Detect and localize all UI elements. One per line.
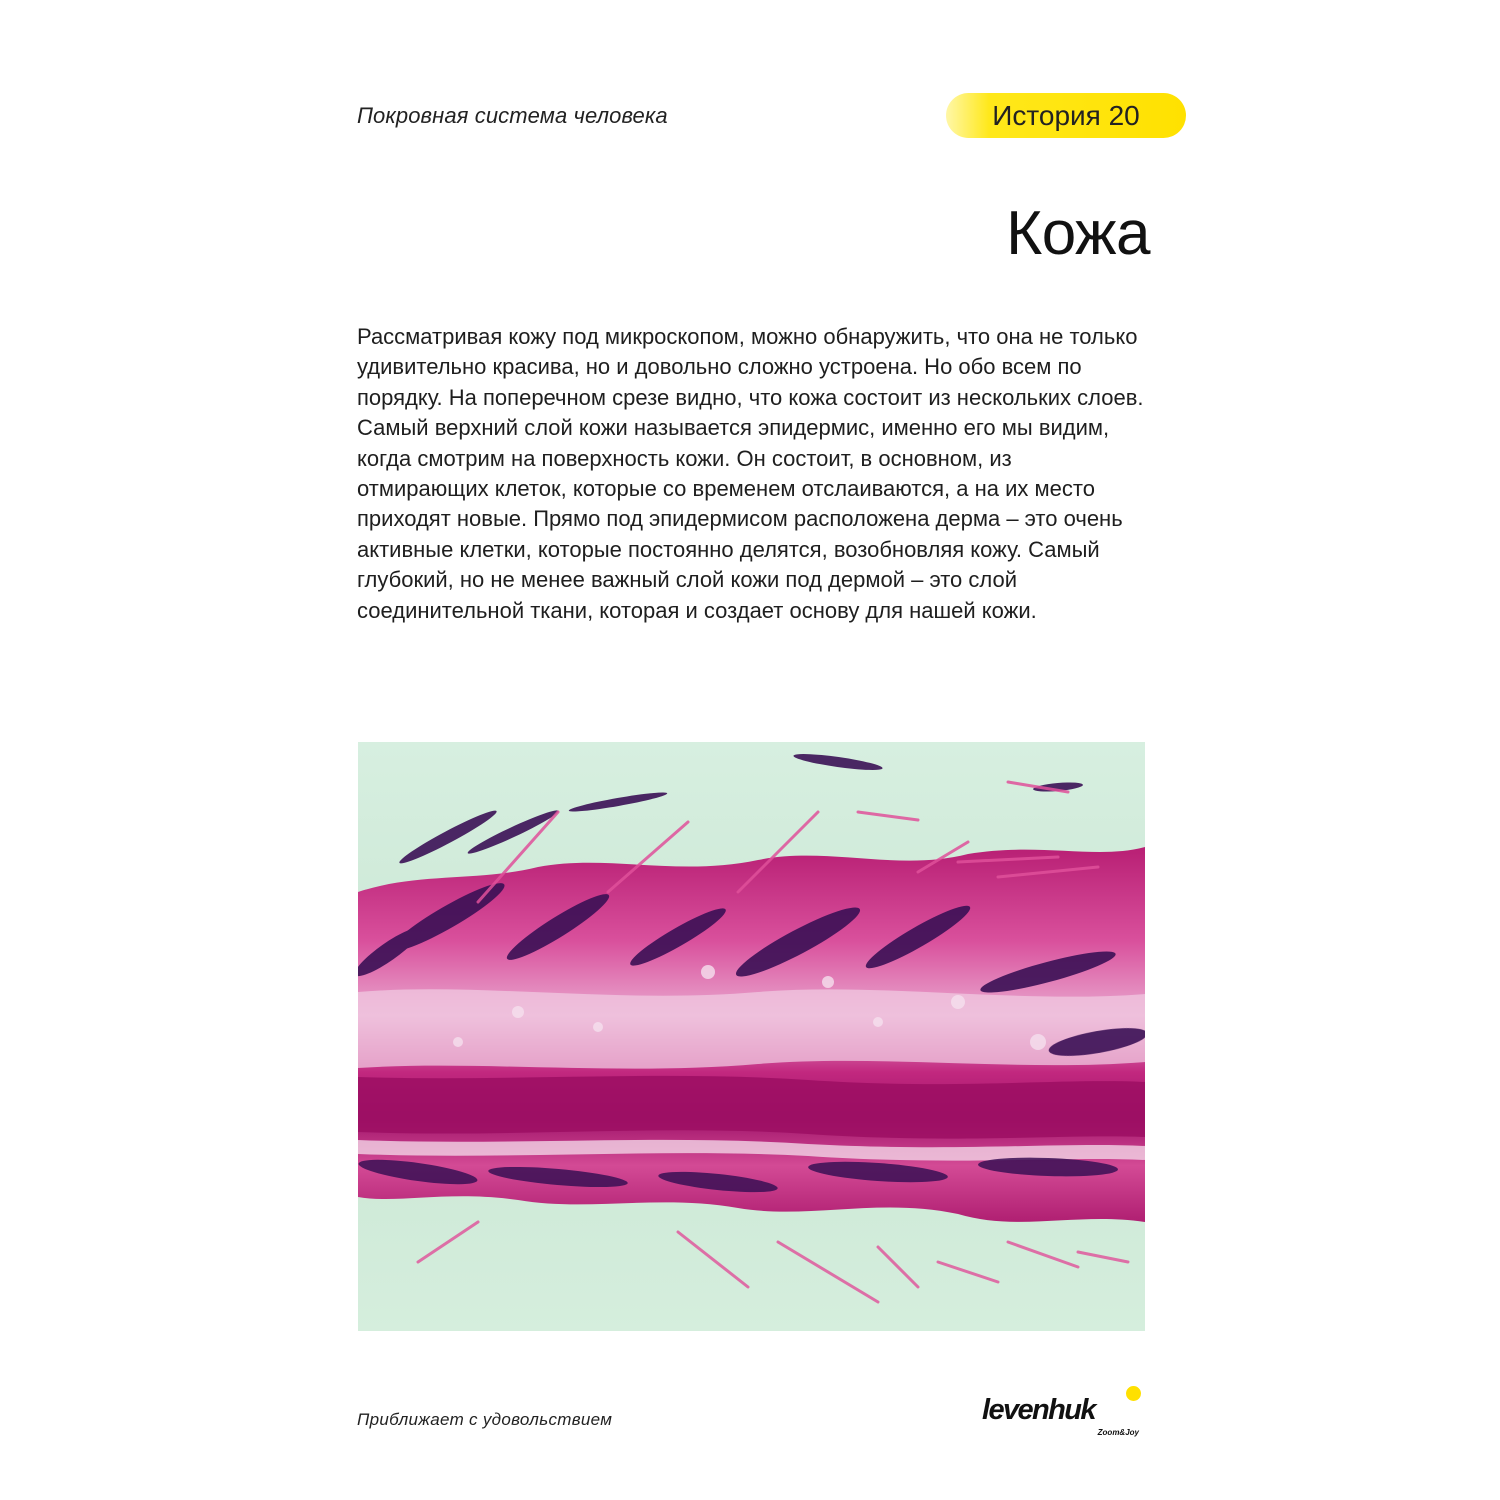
body-paragraph: Рассматривая кожу под микроскопом, можно обнаружить, что она не только удивительно красива, но и довольно сложно устроена. Но обо всем по порядку. На поперечном срезе видно, что кожа состоит из нескольких слоев. Самый верхний слой кожи называется эпидермис, именно его мы видим, когда смотрим на поверхность кожи. Он состоит, в основном, из отмирающих клеток, которые со временем отслаиваются, а на их место приходят новые. Прямо под эпидермисом расположена дерма – это очень активные клетки, которые постоянно делятся, возобновляя кожу. Самый глубокий, но не менее важный слой кожи под дермой – это слой соединительной ткани, которая и создает основу для нашей кожи. bbox=[357, 324, 1144, 623]
footer-slogan: Приближает с удовольствием bbox=[357, 1410, 613, 1429]
levenhuk-logo bbox=[982, 1384, 1147, 1444]
logo-dot-icon bbox=[1126, 1386, 1141, 1401]
story-number-badge bbox=[946, 93, 1186, 138]
story-number-label: История 20 bbox=[992, 99, 1140, 131]
skin-micrograph-image bbox=[358, 742, 1145, 1331]
micrograph-illustration bbox=[358, 742, 1145, 1331]
logo-tagline: Zoom&Joy bbox=[1097, 1428, 1139, 1437]
page-title: Кожа bbox=[1006, 199, 1150, 268]
section-subtitle: Покровная система человека bbox=[357, 103, 668, 128]
logo-wordmark: levenhuk bbox=[982, 1394, 1095, 1426]
